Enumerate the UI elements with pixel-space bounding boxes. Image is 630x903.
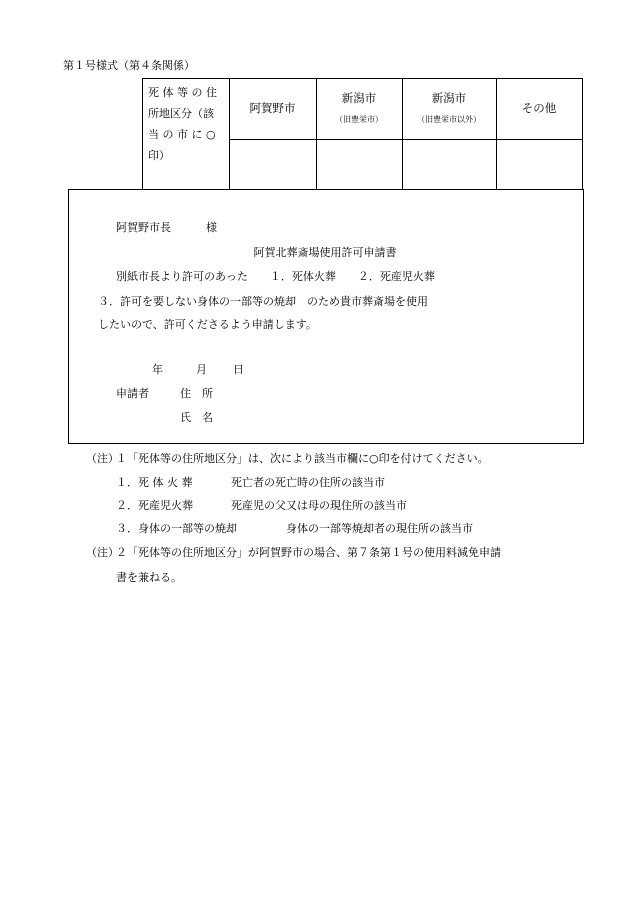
honorific: 様 — [206, 221, 217, 234]
column-niigata-other: 新潟市 — [431, 91, 467, 105]
name-label: 氏 名 — [180, 411, 213, 424]
mark-cell-agano[interactable] — [230, 140, 315, 189]
body-line-2: ３．許可を要しない身体の一部等の焼却 のため貴市葬斎場を使用 — [98, 295, 428, 308]
mark-cell-niigata-other[interactable] — [403, 140, 495, 189]
note-item-1-label: １．死 体 火 葬 — [116, 476, 193, 489]
note-2-line-1: ２「死体等の住所地区分」が阿賀野市の場合、第７条第１号の使用料減免申請 — [116, 546, 501, 559]
note-1-prefix: （注） — [86, 452, 119, 465]
column-niigata-other-sub: （旧豊栄市以外） — [417, 115, 481, 124]
date-day: 日 — [233, 363, 244, 376]
applicant-label: 申請者 — [116, 387, 149, 400]
mark-cell-other[interactable] — [497, 140, 581, 189]
date-month: 月 — [196, 363, 207, 376]
body-line-1: 別紙市長より許可のあった １．死体火葬 ２．死産児火葬 — [116, 270, 435, 283]
column-agano: 阿賀野市 — [249, 101, 296, 115]
addressee: 阿賀野市長 — [116, 221, 171, 234]
body-line-3: したいので、許可くださるよう申請します。 — [98, 318, 317, 331]
form-title: 第１号様式（第４条関係） — [63, 59, 195, 72]
column-niigata-toyosaka-sub: （旧豊栄市） — [335, 115, 383, 124]
date-year: 年 — [152, 363, 163, 376]
application-title: 阿賀北葬斎場使用許可申請書 — [253, 246, 397, 259]
note-item-2-desc: 死産児の父又は母の現住所の該当市 — [231, 499, 407, 512]
column-other: その他 — [521, 101, 557, 115]
mark-cell-niigata-toyosaka[interactable] — [317, 140, 401, 189]
area-header-label: 死 体 等 の 住 所地区分（該 当 の 市 に ○ 印） — [148, 86, 217, 162]
note-2-prefix: （注） — [86, 546, 119, 559]
note-2-line-2: 書を兼ねる。 — [116, 571, 182, 584]
note-item-2-label: ２．死産児火葬 — [116, 499, 193, 512]
column-niigata-toyosaka: 新潟市 — [341, 91, 377, 105]
note-item-3-desc: 身体の一部等焼却者の現住所の該当市 — [286, 522, 473, 535]
note-1-text: １「死体等の住所地区分」は、次により該当市欄に○印を付けてください。 — [116, 452, 489, 465]
address-label: 住 所 — [180, 387, 213, 400]
note-item-3-label: ３．身体の一部等の焼却 — [116, 522, 237, 535]
note-item-1-desc: 死亡者の死亡時の住所の該当市 — [231, 476, 385, 489]
